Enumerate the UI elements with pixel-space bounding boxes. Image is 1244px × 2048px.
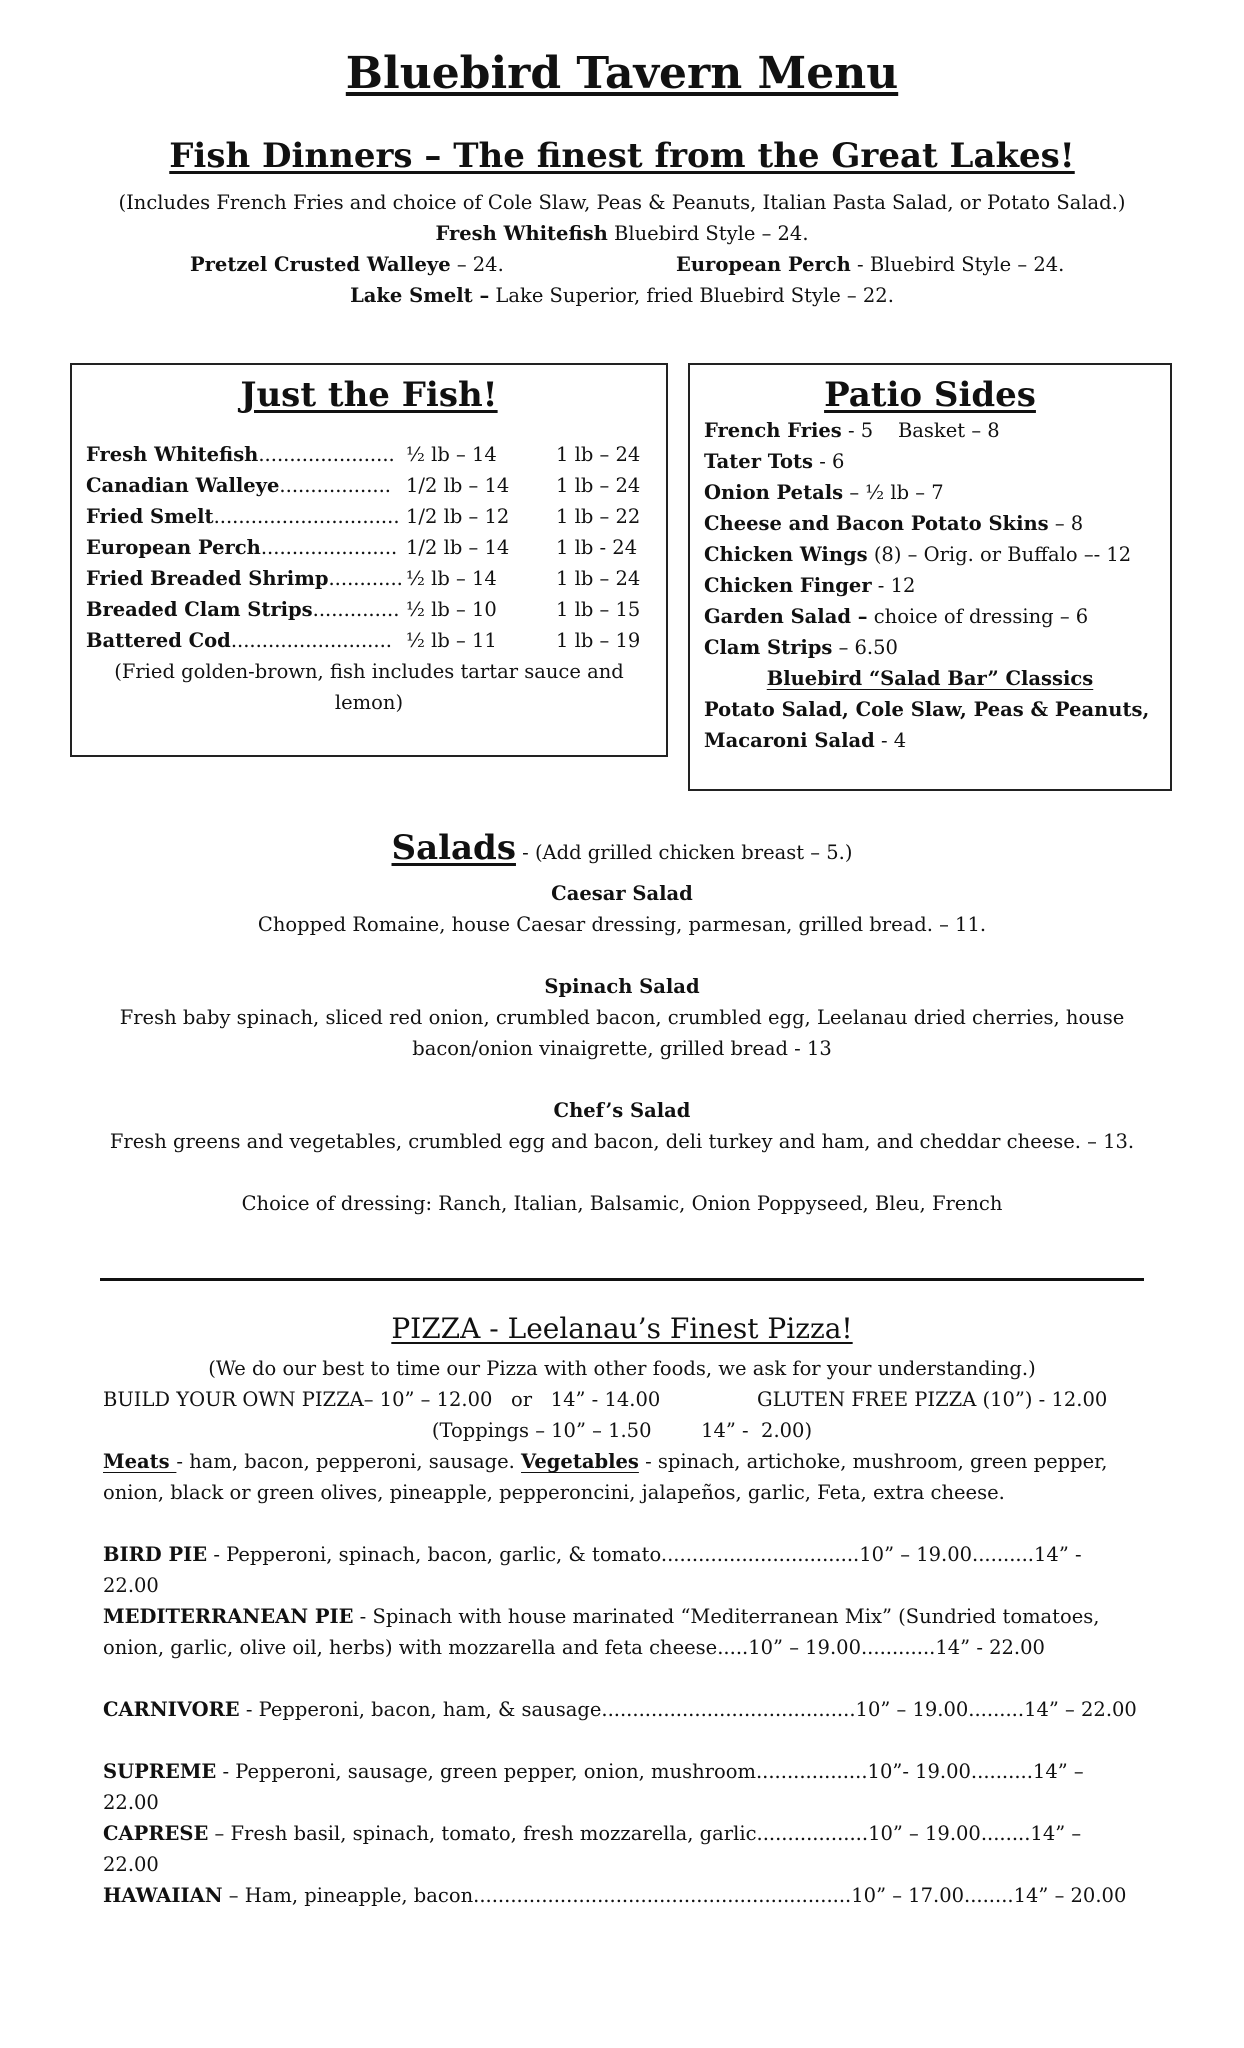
whitefish-name: Fresh Whitefish <box>435 222 608 245</box>
salad-desc: Fresh greens and vegetables, crumbled egg and bacon, deli turkey and ham, and cheddar cheese. – 13. <box>109 1130 1135 1153</box>
pizza-name: SUPREME <box>103 1760 217 1783</box>
side-item-name: Garden Salad – <box>704 605 868 628</box>
pizza-name: MEDITERRANEAN PIE <box>103 1605 354 1628</box>
salads-heading: Salads <box>391 828 516 868</box>
salad-name: Caesar Salad <box>551 882 693 905</box>
fish-item-dots: ............ <box>328 567 403 590</box>
walleye-desc: – 24. <box>456 253 504 276</box>
fish-item-full-price: 1 lb – 15 <box>556 598 641 621</box>
fish-dinners-heading: Fish Dinners – The finest from the Great Lakes! <box>169 136 1075 176</box>
fish-item <box>86 439 652 470</box>
side-item-desc: - 5 Basket – 8 <box>841 419 1000 442</box>
perch-desc: - Bluebird Style – 24. <box>857 253 1065 276</box>
pizza-prices: 10” – 19.00.........14” – 22.00 <box>855 1698 1137 1721</box>
menu-title: Bluebird Tavern Menu <box>345 48 899 99</box>
salad-bar-price: - 4 <box>874 729 907 752</box>
side-item-name: Tater Tots <box>704 450 814 473</box>
pizza-name: CARNIVORE <box>103 1698 240 1721</box>
pizza-name: HAWAIIAN <box>103 1884 223 1907</box>
fish-item-half-price: ½ lb – 14 <box>406 443 497 466</box>
fish-item <box>86 532 652 563</box>
fish-item-dots: .............................. <box>213 505 400 528</box>
side-item-desc: (8) – Orig. or Buffalo –- 12 <box>867 543 1132 566</box>
side-item-desc: choice of dressing – 6 <box>867 605 1089 628</box>
pizza-desc: - Pepperoni, sausage, green pepper, onion, mushroom <box>216 1760 756 1783</box>
toppings-price: (Toppings – 10” – 1.50 14” - 2.00) <box>431 1419 813 1442</box>
side-item-name: Chicken Finger <box>704 574 872 597</box>
fish-item-name: Battered Cod <box>86 629 231 652</box>
pizza-dots: .................. <box>756 1822 869 1845</box>
pizza-dots: ............................................................. <box>473 1884 852 1907</box>
pizza-specialty <box>103 1539 1143 1601</box>
salad-name: Chef’s Salad <box>553 1099 691 1122</box>
byo-pizza-name: BUILD YOUR OWN PIZZA <box>103 1388 364 1411</box>
fish-item-name: Canadian Walleye <box>86 474 280 497</box>
patio-sides-heading: Patio Sides <box>824 375 1036 415</box>
side-item-name: French Fries <box>704 419 842 442</box>
side-item-name: Cheese and Bacon Potato Skins <box>704 512 1049 535</box>
fish-item-name: European Perch <box>86 536 261 559</box>
just-the-fish-note: (Fried golden-brown, fish includes tartar sauce and lemon) <box>114 660 624 714</box>
gluten-free-name: GLUTEN FREE PIZZA <box>757 1388 977 1411</box>
section-divider <box>100 1278 1144 1281</box>
fish-dinner-whitefish <box>0 218 1244 249</box>
pizza-desc: – Fresh basil, spinach, tomato, fresh mozzarella, garlic <box>208 1822 757 1845</box>
pizza-specialty <box>103 1694 1143 1725</box>
pizza-name: CAPRESE <box>103 1822 209 1845</box>
fish-item-name: Fried Breaded Shrimp <box>86 567 329 590</box>
pizza-prices: 10” – 19.00........14” – 22.00 <box>103 1822 1082 1876</box>
fish-dinner-smelt <box>0 280 1244 311</box>
walleye-name: Pretzel Crusted Walleye <box>190 253 451 276</box>
perch-name: European Perch <box>676 253 851 276</box>
salad-desc: Fresh baby spinach, sliced red onion, crumbled bacon, crumbled egg, Leelanau dried cherries, house bacon/onion vinaigrette, grilled bread - 13 <box>119 1006 1125 1060</box>
salad-name: Spinach Salad <box>544 975 700 998</box>
salad-desc: Chopped Romaine, house Caesar dressing, parmesan, grilled bread. – 11. <box>257 913 987 936</box>
side-item <box>704 477 1156 508</box>
fish-item <box>86 470 652 501</box>
pizza-prices: 10”- 19.00..........14” – 22.00 <box>103 1760 1084 1814</box>
fish-dinner-perch <box>676 249 1064 280</box>
pizza-specialty <box>103 1880 1143 1911</box>
fish-item-name: Fried Smelt <box>86 505 214 528</box>
pizza-heading: PIZZA - Leelanau’s Finest Pizza! <box>391 1312 853 1345</box>
salad-bar-items: Macaroni Salad <box>704 729 875 752</box>
side-item-name: Chicken Wings <box>704 543 868 566</box>
vegetables-list: - spinach, artichoke, mushroom, green pepper, onion, black or green olives, pineapple, pepperoncini, jalapeños, garlic, Feta, extra cheese. <box>103 1450 1108 1504</box>
pizza-dots: .................. <box>755 1760 868 1783</box>
pizza-specialty <box>103 1756 1143 1818</box>
pizza-dots: ................................ <box>660 1543 860 1566</box>
fish-item-full-price: 1 lb – 24 <box>556 443 641 466</box>
fish-item-full-price: 1 lb – 24 <box>556 474 641 497</box>
pizza-desc: - Spinach with house marinated “Mediterranean Mix” (Sundried tomatoes, onion, garlic, olive oil, herbs) with mozzarella and feta cheese..... <box>103 1605 1100 1659</box>
fish-item <box>86 563 652 594</box>
side-item <box>704 570 1156 601</box>
fish-item-dots: .......................... <box>230 629 392 652</box>
fish-dinners-includes: (Includes French Fries and choice of Cole Slaw, Peas & Peanuts, Italian Pasta Salad, or Potato Salad.) <box>118 191 1126 214</box>
fish-item-full-price: 1 lb – 24 <box>556 567 641 590</box>
fish-item-dots: .............. <box>312 598 400 621</box>
fish-item-dots: .................. <box>279 474 391 497</box>
patio-sides-list <box>704 415 1156 663</box>
side-item-desc: – ½ lb – 7 <box>843 481 944 504</box>
pizza-desc: - Pepperoni, spinach, bacon, garlic, & tomato <box>207 1543 661 1566</box>
side-item-desc: - 6 <box>813 450 845 473</box>
patio-sides-box <box>688 363 1172 791</box>
fish-dinner-walleye <box>190 249 504 280</box>
fish-item-full-price: 1 lb – 22 <box>556 505 641 528</box>
pizza-timing-note: (We do our best to time our Pizza with other foods, we ask for your understanding.) <box>208 1357 1036 1380</box>
fish-item <box>86 625 652 656</box>
side-item-name: Onion Petals <box>704 481 844 504</box>
fish-item <box>86 594 652 625</box>
pizza-dots: ......................................... <box>601 1698 856 1721</box>
gluten-free-pizza <box>757 1384 1107 1415</box>
side-item <box>704 601 1156 632</box>
pizza-prices: 10” – 19.00..........14” - 22.00 <box>103 1543 1082 1597</box>
pizza-prices: 10” – 19.00............14” - 22.00 <box>748 1636 1045 1659</box>
meats-label: Meats <box>103 1450 177 1473</box>
meats-list: - ham, bacon, pepperoni, sausage. <box>176 1450 522 1473</box>
fish-item-half-price: ½ lb – 11 <box>406 629 497 652</box>
side-item <box>704 446 1156 477</box>
side-item-desc: – 8 <box>1048 512 1084 535</box>
fish-item-half-price: 1/2 lb – 14 <box>406 474 510 497</box>
salad-dressings: Choice of dressing: Ranch, Italian, Balsamic, Onion Poppyseed, Bleu, French <box>241 1192 1003 1215</box>
side-item <box>704 415 1156 446</box>
byo-pizza <box>103 1384 660 1415</box>
gluten-free-price: (10”) - 12.00 <box>976 1388 1108 1411</box>
fish-item-half-price: 1/2 lb – 14 <box>406 536 510 559</box>
fish-item-name: Breaded Clam Strips <box>86 598 313 621</box>
toppings-list <box>103 1446 1143 1508</box>
byo-pizza-prices: – 10” – 12.00 or 14” - 14.00 <box>363 1388 661 1411</box>
salad-bar-line2 <box>704 725 1156 756</box>
side-item-desc: - 12 <box>871 574 916 597</box>
fish-item-half-price: ½ lb – 10 <box>406 598 497 621</box>
whitefish-desc: Bluebird Style – 24. <box>614 222 809 245</box>
pizza-specialty <box>103 1818 1143 1880</box>
pizza-desc: - Pepperoni, bacon, ham, & sausage <box>239 1698 602 1721</box>
pizza-name: BIRD PIE <box>103 1543 208 1566</box>
fish-item-full-price: 1 lb - 24 <box>556 536 638 559</box>
pizza-specialty <box>103 1601 1143 1663</box>
fish-item <box>86 501 652 532</box>
smelt-name: Lake Smelt – <box>350 284 490 307</box>
fish-item-full-price: 1 lb – 19 <box>556 629 641 652</box>
side-item-desc: – 6.50 <box>832 636 898 659</box>
fish-item-dots: ...................... <box>258 443 395 466</box>
salad-bar-line1: Potato Salad, Cole Slaw, Peas & Peanuts, <box>704 698 1150 721</box>
pizza-prices: 10” – 17.00........14” – 20.00 <box>851 1884 1127 1907</box>
salads-add-on: - (Add grilled chicken breast – 5.) <box>515 841 853 864</box>
fish-item-half-price: 1/2 lb – 12 <box>406 505 510 528</box>
just-the-fish-box <box>70 363 668 757</box>
vegetables-label: Vegetables <box>521 1450 639 1473</box>
smelt-desc: Lake Superior, fried Bluebird Style – 22. <box>495 284 894 307</box>
fish-item-half-price: ½ lb – 14 <box>406 567 497 590</box>
side-item-name: Clam Strips <box>704 636 833 659</box>
fish-item-name: Fresh Whitefish <box>86 443 259 466</box>
fish-item-dots: ...................... <box>260 536 398 559</box>
pizza-desc: – Ham, pineapple, bacon <box>222 1884 474 1907</box>
just-the-fish-list <box>86 439 652 656</box>
just-the-fish-heading: Just the Fish! <box>240 375 498 415</box>
side-item <box>704 632 1156 663</box>
salad-bar-heading: Bluebird “Salad Bar” Classics <box>766 667 1094 690</box>
salads-heading-line <box>0 828 1244 868</box>
side-item <box>704 508 1156 539</box>
side-item <box>704 539 1156 570</box>
